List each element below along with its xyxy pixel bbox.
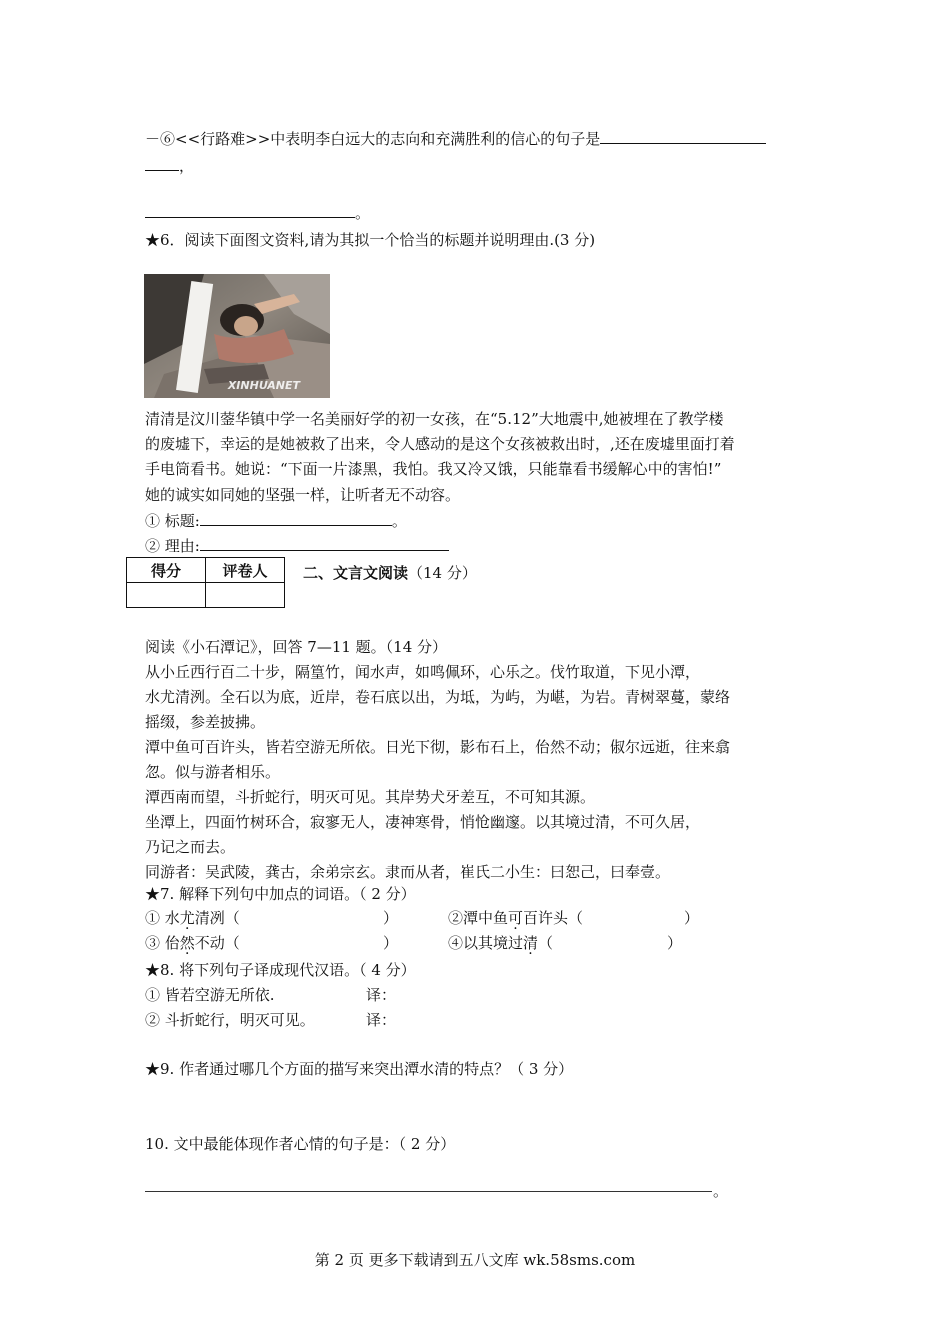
q7-item-c: ③ 佁然不动（ bbox=[145, 934, 240, 952]
q10-answer-line[interactable] bbox=[145, 1191, 712, 1192]
q7-item-a: ① 水尤清冽（ bbox=[145, 909, 240, 927]
reading-p4-line2: 乃记之而去。 bbox=[145, 838, 236, 856]
title-answer-blank[interactable] bbox=[200, 510, 392, 526]
score-header: 得分 bbox=[127, 558, 206, 583]
reading-p1-line1: 从小丘西行百二十步，隔篁竹，闻水声，如鸣佩环，心乐之。伐竹取道，下见小潭， bbox=[145, 663, 701, 681]
reading-p1-line3: 摇缀，参差披拂。 bbox=[145, 713, 266, 731]
q10-title: 10. 文中最能体现作者心情的句子是：（ 2 分） bbox=[145, 1135, 456, 1153]
q6-item-title: ① 标题: 。 bbox=[145, 512, 407, 530]
q6-item-reason: ② 理由: bbox=[145, 535, 449, 556]
q8-title: ★8. 将下列句子译成现代汉语。（ 4 分） bbox=[145, 961, 416, 979]
answer-blank[interactable] bbox=[600, 128, 766, 144]
q6-paragraph-line2: 的废墟下，幸运的是她被救了出来，令人感动的是这个女孩被救出时，,还在废墟里面打着 bbox=[145, 435, 735, 453]
answer-blank[interactable] bbox=[145, 202, 355, 218]
q9-title: ★9. 作者通过哪几个方面的描写来突出潭水清的特点？（ 3 分） bbox=[145, 1060, 574, 1078]
photo-watermark: XINHUANET bbox=[227, 379, 300, 392]
reading-p1-line2: 水尤清洌。全石以为底，近岸，卷石底以出，为坻，为屿，为嵁，为岩。青树翠蔓，蒙络 bbox=[145, 688, 731, 706]
reading-intro: 阅读《小石潭记》，回答 7—11 题。（14 分） bbox=[145, 638, 448, 656]
q8-item-a-translate: 译： bbox=[366, 986, 397, 1004]
page-footer: 第 2 页 更多下载请到五八文库 wk.58sms.com bbox=[314, 1251, 636, 1269]
dotted-word: 清 bbox=[523, 934, 539, 952]
q7-item-b: ②潭中鱼可百许头（ bbox=[448, 909, 584, 927]
q7-item-a-close: ） bbox=[383, 909, 399, 927]
reading-p2-line2: 忽。似与游者相乐。 bbox=[145, 763, 281, 781]
q8-item-a: ① 皆若空游无所依. bbox=[145, 986, 275, 1004]
q7-item-b-close: ） bbox=[684, 909, 700, 927]
reading-p5-line1: 同游者：吴武陵，龚古，余弟宗玄。隶而从者，崔氏二小生：曰恕己，曰奉壹。 bbox=[145, 863, 671, 881]
reading-p4-line1: 坐潭上，四面竹树环合，寂寥无人，凄神寒骨，悄怆幽邃。以其境过清，不可久居， bbox=[145, 813, 701, 831]
q8-item-b: ② 斗折蛇行，明灭可见。 bbox=[145, 1011, 315, 1029]
q8-item-b-translate: 译： bbox=[366, 1011, 397, 1029]
q6-paragraph-line4: 她的诚实如同她的坚强一样，让听者无不动容。 bbox=[145, 486, 461, 504]
reading-p2-line1: 潭中鱼可百许头，皆若空游无所依。日光下彻，影布石上，佁然不动；俶尔远逝，往来翕 bbox=[145, 738, 731, 756]
reason-answer-blank[interactable] bbox=[200, 535, 449, 551]
q6-paragraph-line1: 清清是汶川蓥华镇中学一名美丽好学的初一女孩，在“5.12”大地震中,她被埋在了教学楼 bbox=[145, 410, 724, 428]
dotted-word: 然 bbox=[179, 934, 195, 952]
q5-line1: －⑥<<行路难>>中表明李白远大的志向和充满胜利的信心的句子是 bbox=[145, 128, 766, 149]
q6-paragraph-line3: 手电筒看书。她说：“下面一片漆黑，我怕。我又冷又饿，只能靠看书缓解心中的害怕!” bbox=[145, 460, 722, 478]
score-cell[interactable] bbox=[127, 583, 206, 608]
score-table bbox=[126, 557, 285, 608]
q7-item-d: ④以其境过清（ bbox=[448, 934, 554, 952]
grader-cell[interactable] bbox=[206, 583, 285, 608]
dotted-word: 尤 bbox=[179, 909, 195, 927]
q7-title: ★7. 解释下列句中加点的词语。（ 2 分） bbox=[145, 885, 416, 903]
q6-title: ★6．阅读下面图文资料,请为其拟一个恰当的标题并说明理由.(3 分) bbox=[145, 231, 596, 249]
earthquake-photo bbox=[144, 274, 330, 398]
q5-line2: ， bbox=[145, 155, 194, 176]
reading-p3-line1: 潭西南而望，斗折蛇行，明灭可见。其岸势犬牙差互，不可知其源。 bbox=[145, 788, 596, 806]
answer-blank[interactable] bbox=[145, 155, 179, 171]
q5-line3: 。 bbox=[145, 202, 370, 223]
section-title: 二、文言文阅读（14 分） bbox=[303, 564, 477, 582]
q10-end: 。 bbox=[713, 1182, 729, 1200]
q7-item-c-close: ） bbox=[383, 934, 399, 952]
grader-header: 评卷人 bbox=[206, 558, 285, 583]
dotted-word: 可 bbox=[508, 909, 524, 927]
q7-item-d-close: ） bbox=[667, 934, 683, 952]
